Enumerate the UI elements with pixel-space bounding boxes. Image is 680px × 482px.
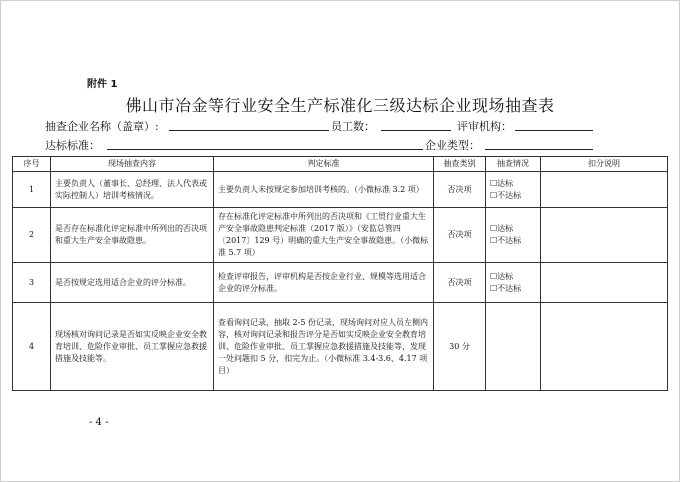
attachment-label: 附件 1	[87, 79, 118, 90]
row-number: 3	[13, 263, 51, 303]
fail-checkbox[interactable]: ☐不达标	[490, 283, 522, 293]
table-row	[13, 263, 668, 303]
table-header-row	[13, 157, 668, 172]
review-agency-field[interactable]	[515, 130, 593, 131]
fail-checkbox[interactable]: ☐不达标	[490, 236, 522, 245]
col-header-category: 抽查类别	[434, 157, 486, 172]
row-deduction[interactable]	[541, 303, 668, 391]
row-criteria: 存在标准化评定标准中所列出的否决项和《工贸行业重大生产安全事故隐患判定标准（2017 版）》（安监总管四〔2017〕129 号）明确的重大生产安全事故隐患。（小微标准 5.7 项）	[214, 208, 434, 263]
inspection-table	[12, 156, 668, 391]
col-header-number: 序号	[13, 157, 51, 172]
row-number: 2	[13, 208, 51, 263]
row-category: 30 分	[434, 303, 486, 391]
col-header-deduction: 扣分说明	[541, 157, 668, 172]
document-title: 佛山市冶金等行业安全生产标准化三级达标企业现场抽查表	[125, 96, 555, 115]
review-agency-label: 评审机构：	[457, 120, 512, 133]
company-name-field[interactable]	[169, 130, 329, 131]
company-type-label: 企业类型：	[425, 139, 480, 152]
row-criteria: 检查评审报告，评审机构是否按企业行业、规模等选用适合企业的评分标准。	[214, 263, 434, 303]
row-category: 否决项	[434, 263, 486, 303]
pass-checkbox[interactable]: ☐达标	[490, 271, 514, 281]
row-content: 主要负责人（董事长、总经理、法人代表或实际控制人）培训考核情况。	[51, 172, 214, 208]
row-deduction[interactable]	[541, 263, 668, 303]
row-category: 否决项	[434, 208, 486, 263]
col-header-criteria: 判定标准	[214, 157, 434, 172]
col-header-content: 现场抽查内容	[51, 157, 214, 172]
row-deduction[interactable]	[541, 208, 668, 263]
col-header-status: 抽查情况	[486, 157, 541, 172]
row-deduction[interactable]	[541, 172, 668, 208]
row-status	[486, 263, 541, 303]
row-number: 1	[13, 172, 51, 208]
row-status	[486, 303, 541, 391]
staff-count-label: 员工数：	[331, 120, 375, 133]
company-type-field[interactable]	[485, 149, 593, 150]
table-row	[13, 303, 668, 391]
page-number: - 4 -	[89, 417, 109, 428]
pass-checkbox[interactable]: ☐达标	[490, 178, 514, 188]
row-content: 是否按规定选用适合企业的评分标准。	[51, 263, 214, 303]
row-criteria: 查看询问记录，抽取 2-5 份记录，现场询问对应人员左侧内容，核对询问记录和报告评分是否如实反映企业安全教育培训、危险作业审批、员工掌握应急救援措施及技能等，发现一处问题扣 5 分，扣完为止。（小微标准 3.4-3.6、4.17 项目）	[214, 303, 434, 391]
table-row	[13, 208, 668, 263]
standard-label: 达标标准：	[45, 139, 100, 152]
row-number: 4	[13, 303, 51, 391]
row-status	[486, 172, 541, 208]
fail-checkbox[interactable]: ☐不达标	[490, 190, 522, 200]
row-criteria: 主要负责人未按规定参加培训考核的。（小微标准 3.2 项）	[214, 172, 434, 208]
staff-count-field[interactable]	[381, 130, 451, 131]
company-name-label: 抽查企业名称（盖章）:	[45, 120, 159, 133]
pass-checkbox[interactable]: ☐达标	[490, 224, 514, 233]
table-row	[13, 172, 668, 208]
row-status	[486, 208, 541, 263]
row-content: 现场核对询问记录是否如实反映企业安全教育培训、危险作业审批、员工掌握应急救援措施及技能等。	[51, 303, 214, 391]
standard-field[interactable]	[107, 149, 423, 150]
row-category: 否决项	[434, 172, 486, 208]
row-content: 是否存在标准化评定标准中所列出的否决项和重大生产安全事故隐患。	[51, 208, 214, 263]
